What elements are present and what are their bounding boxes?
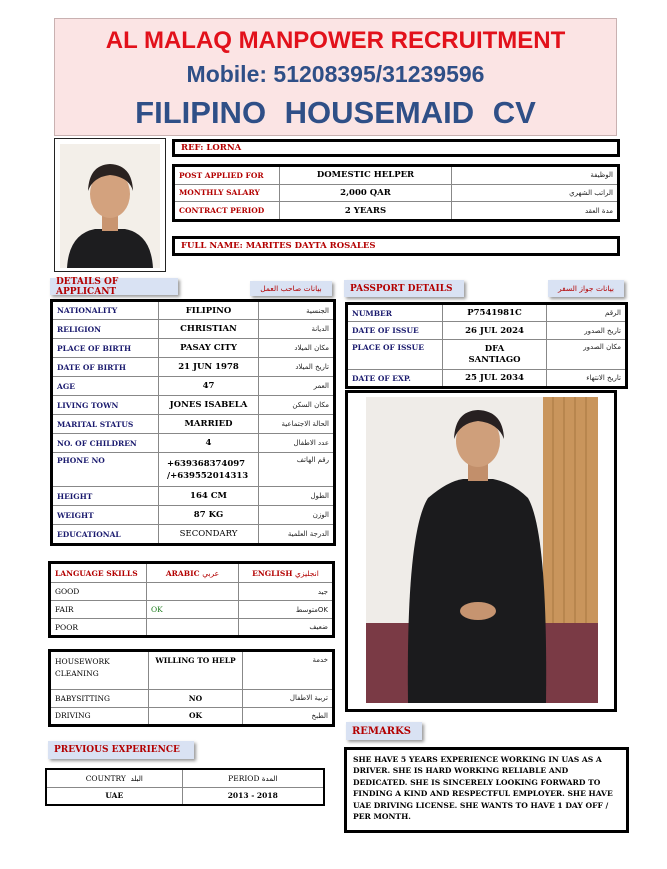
country-value: UAE (46, 787, 182, 805)
housework-value: WILLING TO HELP (149, 651, 243, 690)
english-label-ar: انجليزي (295, 568, 319, 578)
profile-photo-small (54, 138, 166, 272)
poor-label: POOR (50, 619, 147, 637)
living-town-value: JONES ISABELA (159, 396, 259, 415)
table-row (52, 301, 335, 320)
passport-number-label: NUMBER (347, 304, 443, 322)
country-label: COUNTRY (85, 773, 126, 783)
cv-title: FILIPINO HOUSEMAID CV (135, 95, 536, 130)
poor-arabic (147, 619, 239, 637)
company-name: AL MALAQ MANPOWER RECRUITMENT (105, 27, 566, 54)
contract-value: 2 YEARS (280, 202, 452, 221)
table-row (174, 184, 619, 201)
table-row (52, 453, 335, 487)
issue-date-value: 26 JUL 2024 (443, 322, 547, 340)
marital-label: MARITAL STATUS (52, 415, 159, 434)
birthplace-value: PASAY CITY (159, 339, 259, 358)
housework-line1: HOUSEWORK (55, 657, 110, 666)
children-label: NO. OF CHILDREN (52, 434, 159, 453)
children-value: 4 (159, 434, 259, 453)
applicant-section-title-ar: بيانات صاحب العمل (250, 281, 332, 296)
portrait-photo-icon (55, 139, 165, 271)
passport-number-ar: الرقم (547, 304, 627, 322)
issue-place-label: PLACE OF ISSUE (347, 340, 443, 370)
table-row (50, 689, 334, 707)
table-row (52, 525, 335, 545)
contract-label: CONTRACT PERIOD (174, 202, 280, 221)
full-body-photo (345, 390, 617, 712)
post-applied-value: DOMESTIC HELPER (280, 166, 452, 185)
table-row (347, 322, 627, 340)
good-label: GOOD (50, 583, 147, 601)
housework-ar: خدمة (243, 651, 334, 690)
education-ar: الدرجة العلمية (259, 525, 335, 545)
arabic-label: ARABIC (165, 568, 200, 578)
remarks-text: SHE HAVE 5 YEARS EXPERIENCE WORKING IN UAS AS A DRIVER. SHE IS HARD WORKING RELIABLE AND DEDICATED. SHE IS SINCERELY LOOKING FORWARD TO FINDING A KIND AND RESPECTFUL EMPLOYER. SHE HAVE UAE DRIVING LICENSE. SHE WANTS TO HAVE 1 DAY OFF / PER MONTH. (353, 755, 613, 822)
post-applied-ar: الوظيفة (452, 166, 619, 185)
phone-1: +639368374097 (167, 458, 246, 469)
arabic-label-ar: عربي (202, 568, 220, 578)
height-value: 164 CM (159, 487, 259, 506)
table-row (52, 320, 335, 339)
period-label-ar: المدة (261, 774, 278, 783)
table-row (50, 707, 334, 725)
age-label: AGE (52, 377, 159, 396)
driving-value: OK (149, 707, 243, 725)
driving-label: DRIVING (50, 707, 149, 725)
remarks-box (344, 747, 629, 833)
country-header (46, 769, 182, 787)
post-applied-label: POST APPLIED FOR (174, 166, 280, 185)
children-ar: عدد الاطفال (259, 434, 335, 453)
age-value: 47 (159, 377, 259, 396)
issue-place-value (443, 340, 547, 370)
passport-section-title: PASSPORT DETAILS (344, 280, 464, 297)
experience-table (45, 768, 325, 806)
good-arabic (147, 583, 239, 601)
salary-value: 2,000 QAR (280, 184, 452, 201)
phone-value (159, 453, 259, 487)
weight-label: WEIGHT (52, 506, 159, 525)
dob-ar: تاريخ الميلاد (259, 358, 335, 377)
good-ar: جيد (239, 583, 334, 601)
nationality-label: NATIONALITY (52, 301, 159, 320)
issue-place-line2: SANTIAGO (468, 354, 521, 365)
english-label: ENGLISH (252, 568, 293, 578)
phone-2: /+639552014313 (167, 470, 249, 481)
issue-place-line1: DFA (484, 343, 505, 354)
period-header (182, 769, 324, 787)
height-ar: الطول (259, 487, 335, 506)
table-row (46, 787, 324, 805)
salary-ar: الراتب الشهري (452, 184, 619, 201)
table-row (52, 415, 335, 434)
fair-arabic: OK (147, 601, 239, 619)
table-row (50, 601, 334, 619)
nationality-ar: الجنسية (259, 301, 335, 320)
table-row (347, 304, 627, 322)
table-row (174, 166, 619, 185)
issue-date-ar: تاريخ الصدور (547, 322, 627, 340)
phone-ar: رقم الهاتف (259, 453, 335, 487)
expiry-label: DATE OF EXP. (347, 370, 443, 388)
religion-ar: الديانة (259, 320, 335, 339)
skills-table (48, 649, 335, 727)
applicant-section-title: DETAILS OF APPLICANT (50, 278, 178, 295)
babysitting-value: NO (149, 689, 243, 707)
expiry-ar: تاريخ الانتهاء (547, 370, 627, 388)
table-row (347, 370, 627, 388)
religion-value: CHRISTIAN (159, 320, 259, 339)
babysitting-label: BABYSITTING (50, 689, 149, 707)
living-town-label: LIVING TOWN (52, 396, 159, 415)
language-header: LANGUAGE SKILLS (50, 563, 147, 583)
table-row (46, 769, 324, 787)
driving-ar: الطبخ (243, 707, 334, 725)
table-row (50, 583, 334, 601)
period-label: PERIOD (228, 773, 260, 783)
housework-line2: CLEANING (55, 669, 99, 678)
height-label: HEIGHT (52, 487, 159, 506)
education-value: SECONDARY (159, 525, 259, 545)
table-row (52, 358, 335, 377)
fair-label: FAIR (50, 601, 147, 619)
phone-label: PHONE NO (52, 453, 159, 487)
arabic-header (147, 563, 239, 583)
poor-ar: ضعيف (239, 619, 334, 637)
applicant-table (50, 299, 336, 546)
full-name-bar: FULL NAME: MARITES DAYTA ROSALES (172, 236, 620, 256)
remarks-section-title: REMARKS (346, 722, 422, 740)
age-ar: العمر (259, 377, 335, 396)
nationality-value: FILIPINO (159, 301, 259, 320)
passport-number-value: P7541981C (443, 304, 547, 322)
issue-place-ar: مكان الصدور (547, 340, 627, 370)
ref-bar: REF: LORNA (172, 139, 620, 157)
babysitting-ar: تربية الاطفال (243, 689, 334, 707)
table-row (52, 396, 335, 415)
experience-section-title: PREVIOUS EXPERIENCE (48, 741, 194, 759)
fair-ar: متوسطOK (239, 601, 334, 619)
table-row (52, 506, 335, 525)
table-row (50, 619, 334, 637)
table-row (174, 202, 619, 221)
birthplace-ar: مكان الميلاد (259, 339, 335, 358)
marital-ar: الحالة الاجتماعية (259, 415, 335, 434)
table-row (52, 339, 335, 358)
weight-ar: الوزن (259, 506, 335, 525)
weight-value: 87 KG (159, 506, 259, 525)
salary-label: MONTHLY SALARY (174, 184, 280, 201)
table-row (52, 377, 335, 396)
table-row (52, 487, 335, 506)
table-row (50, 651, 334, 690)
dob-value: 21 JUN 1978 (159, 358, 259, 377)
passport-section-title-ar: بيانات جواز السفر (548, 280, 624, 297)
job-table (172, 164, 620, 222)
passport-table (345, 302, 628, 389)
table-row (52, 434, 335, 453)
contract-ar: مدة العقد (452, 202, 619, 221)
expiry-value: 25 JUL 2034 (443, 370, 547, 388)
mobile-number: Mobile: 51208395/31239596 (186, 61, 485, 87)
issue-date-label: DATE OF ISSUE (347, 322, 443, 340)
full-body-photo-icon (348, 393, 614, 709)
cv-header (54, 18, 617, 136)
country-label-ar: البلد (130, 774, 143, 783)
table-row (347, 340, 627, 370)
table-row (50, 563, 334, 583)
dob-label: DATE OF BIRTH (52, 358, 159, 377)
english-header (239, 563, 334, 583)
birthplace-label: PLACE OF BIRTH (52, 339, 159, 358)
religion-label: RELIGION (52, 320, 159, 339)
living-town-ar: مكان السكن (259, 396, 335, 415)
language-table (48, 561, 335, 638)
period-value: 2013 - 2018 (182, 787, 324, 805)
marital-value: MARRIED (159, 415, 259, 434)
housework-label (50, 651, 149, 690)
education-label: EDUCATIONAL (52, 525, 159, 545)
